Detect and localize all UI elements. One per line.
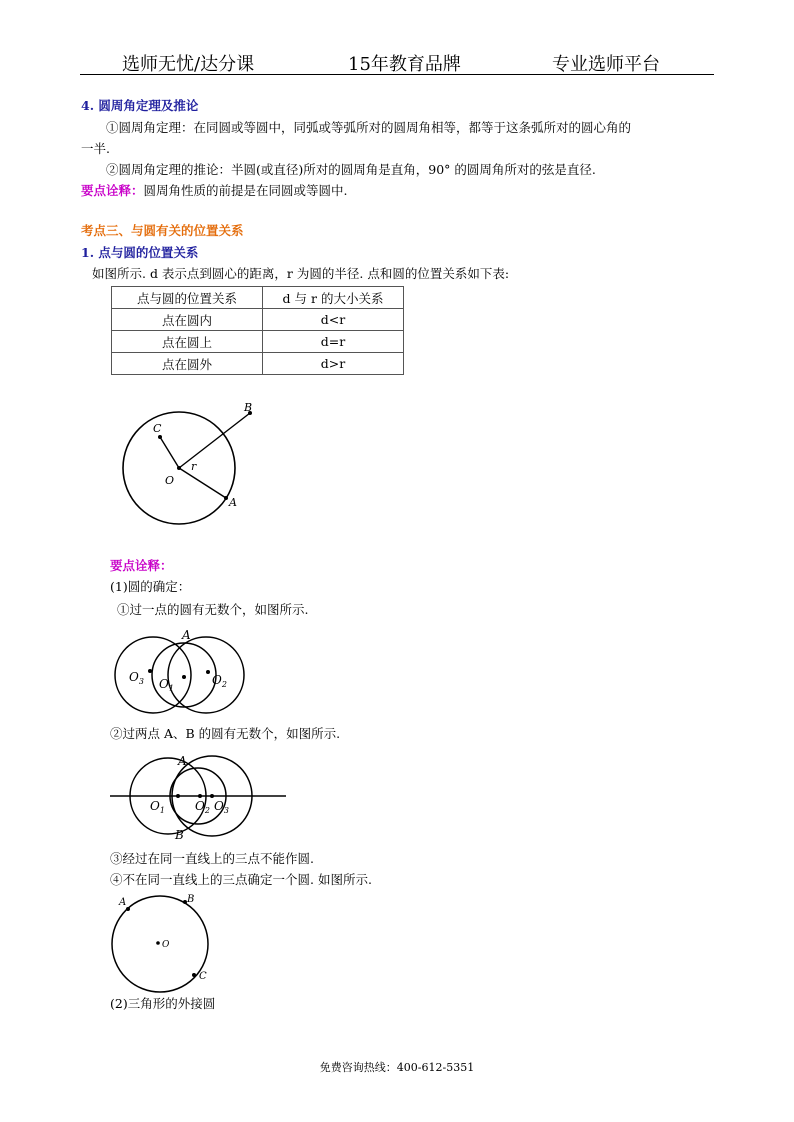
center-o1 xyxy=(182,675,186,679)
figure-three-point-circle xyxy=(106,890,216,995)
label-a: A xyxy=(182,628,191,642)
point-a xyxy=(224,496,228,500)
table-cell: d=r xyxy=(263,331,404,353)
table-cell: 点在圆上 xyxy=(112,331,263,353)
table-header-row xyxy=(112,287,404,309)
label-o: O xyxy=(165,474,175,487)
center-o2 xyxy=(206,670,210,674)
label-c: C xyxy=(153,422,162,435)
center-o3 xyxy=(148,669,152,673)
note-item-1b: ②过两点 A、B 的圆有无数个，如图所示. xyxy=(110,726,341,741)
footer-hotline: 免费咨询热线：400-612-5351 xyxy=(319,1061,475,1074)
center-o3 xyxy=(210,794,214,798)
label-a: A xyxy=(229,496,237,509)
label-o1: $O_1$ xyxy=(159,677,174,693)
table-cell: d>r xyxy=(263,353,404,375)
segment-oc xyxy=(160,437,179,468)
table-row xyxy=(112,331,404,353)
label-b: B xyxy=(175,828,184,842)
table-header: 点与圆的位置关系 xyxy=(112,287,263,309)
header-center: 15年教育品牌 xyxy=(348,54,461,75)
note-item-1: (1)圆的确定： xyxy=(110,579,191,594)
figure-two-point-circles xyxy=(108,750,293,842)
key-note-label: 要点诠释： xyxy=(81,183,144,198)
theorem-line-2: 一半. xyxy=(81,141,110,156)
center-o1 xyxy=(176,794,180,798)
subsection-1-title: 1. 点与圆的位置关系 xyxy=(81,245,199,260)
circle-abc xyxy=(112,896,208,992)
circle-o2 xyxy=(168,637,244,713)
point-a xyxy=(126,907,130,911)
figure-point-circle xyxy=(110,395,270,530)
kaodian-3-title: 考点三、与圆有关的位置关系 xyxy=(81,223,244,238)
label-o3: $O_3$ xyxy=(214,799,229,815)
label-a: A xyxy=(119,897,127,908)
table-cell: 点在圆外 xyxy=(112,353,263,375)
point-c xyxy=(158,435,162,439)
table-row xyxy=(112,353,404,375)
table-cell: 点在圆内 xyxy=(112,309,263,331)
label-o2: $O_2$ xyxy=(195,799,210,815)
note-item-1d: ④不在同一直线上的三点确定一个圆. 如图所示. xyxy=(110,872,372,887)
table-row xyxy=(112,309,404,331)
label-o3: $O_3$ xyxy=(129,670,144,686)
figure-one-point-circles xyxy=(108,625,248,715)
key-note-text: 圆周角性质的前提是在同圆或等圆中. xyxy=(143,183,348,198)
label-b: B xyxy=(187,894,195,905)
key-note-2-label: 要点诠释： xyxy=(110,558,173,573)
header-right: 专业选师平台 xyxy=(552,54,660,75)
center-o2 xyxy=(198,794,202,798)
table-cell: d<r xyxy=(263,309,404,331)
note-item-2: (2)三角形的外接圆 xyxy=(110,996,216,1011)
label-o1: $O_1$ xyxy=(150,799,165,815)
label-c: C xyxy=(199,971,207,982)
relation-intro: 如图所示. d 表示点到圆心的距离，r 为圆的半径. 点和圆的位置关系如下表: xyxy=(92,266,510,281)
theorem-line-1: ①圆周角定理：在同圆或等圆中，同弧或等弧所对的圆周角相等，都等于这条弧所对的圆心角的 xyxy=(106,120,632,135)
key-note-1 xyxy=(81,182,348,200)
point-c xyxy=(192,973,196,977)
segment-oa xyxy=(179,468,226,498)
header-left: 选师无忧/达分课 xyxy=(122,54,255,75)
section-4-title: 4. 圆周角定理及推论 xyxy=(81,98,199,113)
relation-table xyxy=(111,286,404,375)
segment-ob xyxy=(179,413,250,468)
note-item-1a: ①过一点的圆有无数个，如图所示. xyxy=(117,602,309,617)
center-o xyxy=(156,941,160,945)
label-o: O xyxy=(162,940,170,950)
table-header: d 与 r 的大小关系 xyxy=(263,287,404,309)
label-o2: $O_2$ xyxy=(212,673,227,689)
corollary-line: ②圆周角定理的推论：半圆(或直径)所对的圆周角是直角，90° 的圆周角所对的弦是直径. xyxy=(106,162,596,177)
label-r: r xyxy=(191,460,197,473)
label-b: B xyxy=(244,401,253,414)
center-dot xyxy=(177,466,181,470)
header-rule xyxy=(80,74,714,75)
note-item-1c: ③经过在同一直线上的三点不能作圆. xyxy=(110,851,314,866)
label-a: A xyxy=(178,754,187,768)
